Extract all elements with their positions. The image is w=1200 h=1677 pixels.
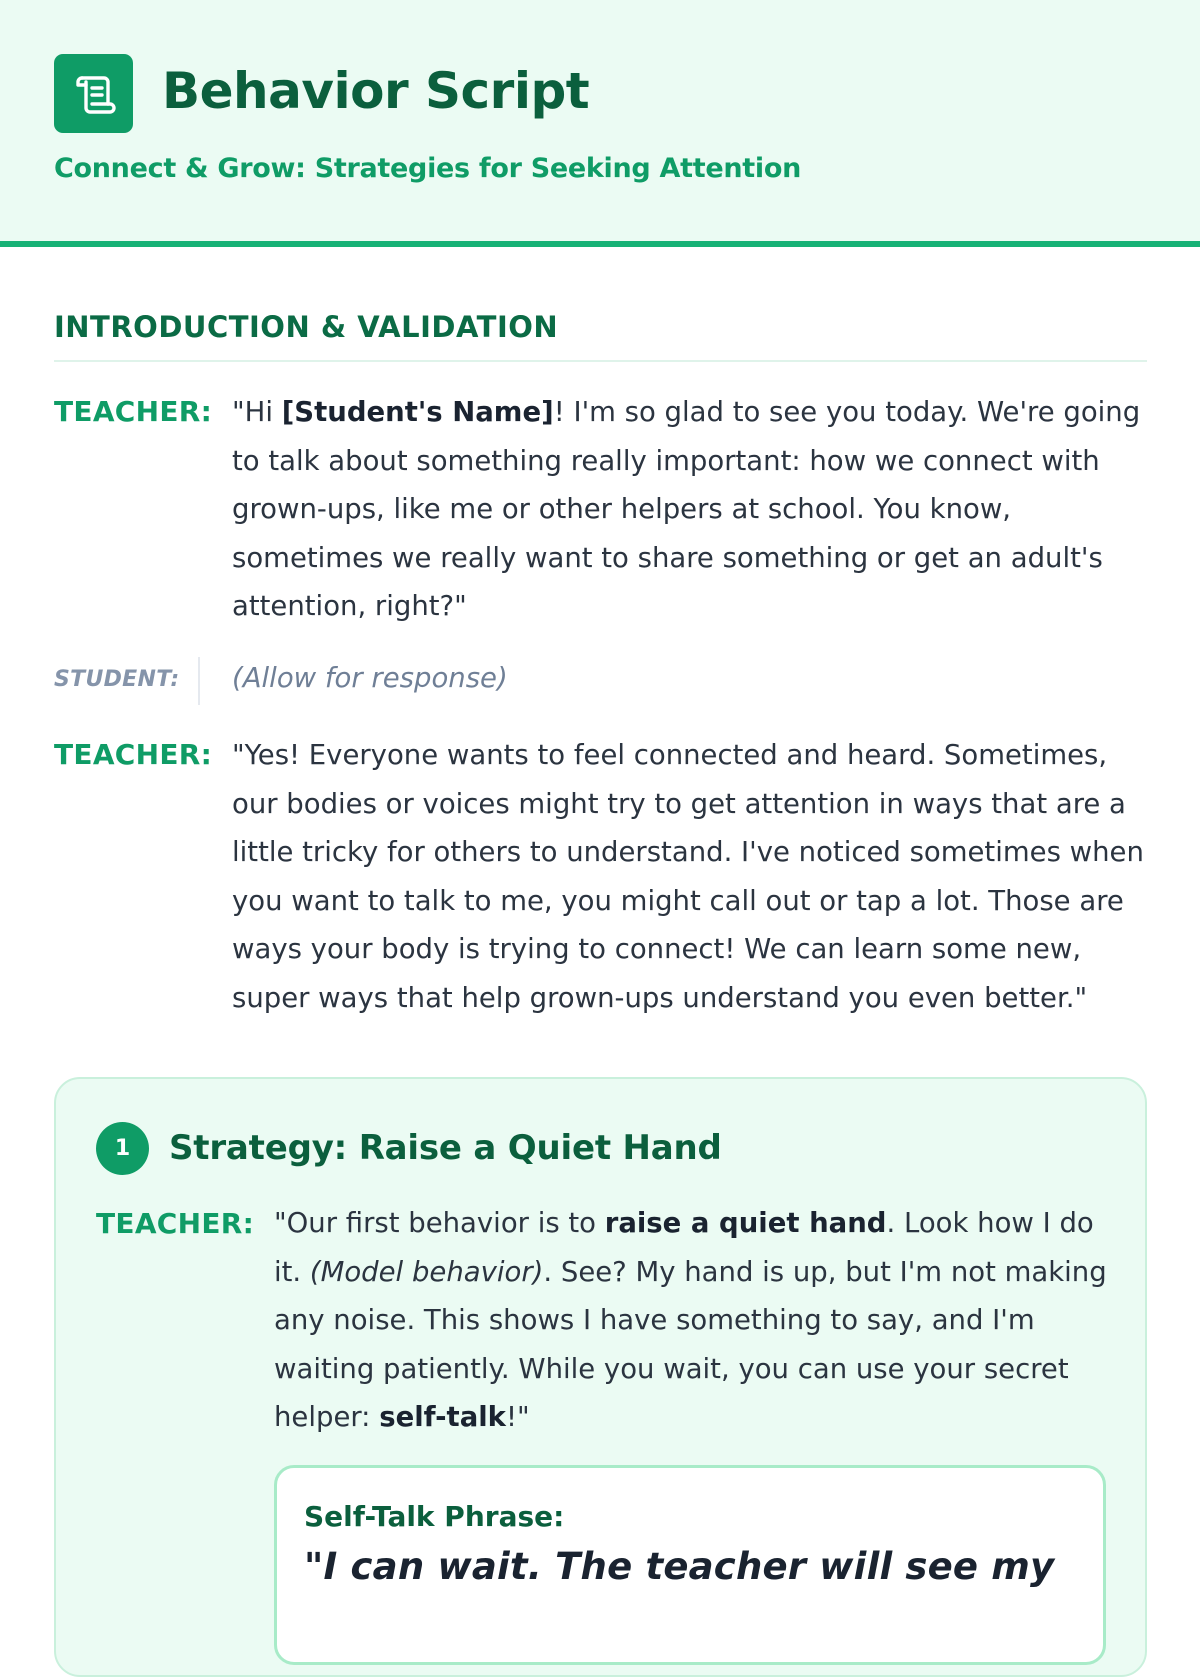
stage-direction: (Model behavior)	[309, 1255, 544, 1288]
student-name-placeholder: [Student's Name]	[281, 396, 554, 428]
teacher-line-validation: "Yes! Everyone wants to feel connected and heard. Sometimes, our bodies or voices might try to get attention in ways that are a little tricky for others to understand. I've noticed sometimes when you want to talk to me, you might call out or tap a lot. Those are ways your body is trying to connect! We can learn some new, super ways that help grown-ups understand you even better."	[232, 739, 1144, 1014]
strategy-title: Strategy: Raise a Quiet Hand	[169, 1128, 722, 1168]
self-talk-phrase: "I can wait. The teacher will see my	[304, 1545, 1055, 1588]
speech-text: ! I'm so glad to see you today. We're going to talk about something really important: how we connect with grown-ups, like me or other helpers at school. You know, sometimes we really want to share something or get an adult's attention, right?"	[232, 396, 1141, 622]
teacher-line-intro	[232, 388, 1152, 631]
student-divider	[198, 657, 200, 705]
emphasis-behavior: raise a quiet hand	[604, 1207, 887, 1239]
header	[0, 0, 1200, 247]
speech-text: . See? My hand is up, but I'm not making any noise. This shows I have something to say, and I'm waiting patiently. While you wait, you can use your secret helper:	[274, 1255, 1107, 1433]
student-response: (Allow for response)	[232, 662, 508, 694]
scroll-icon	[54, 54, 133, 133]
speaker-label-teacher: TEACHER:	[54, 395, 213, 428]
teacher-line-strategy	[274, 1199, 1124, 1442]
speaker-label-teacher: TEACHER:	[54, 738, 213, 771]
self-talk-label: Self-Talk Phrase:	[304, 1500, 565, 1533]
emphasis-self-talk: self-talk	[379, 1401, 506, 1433]
section-heading-introduction: INTRODUCTION & VALIDATION	[54, 310, 559, 344]
speech-text: "Hi	[232, 396, 282, 428]
speaker-label-teacher: TEACHER:	[96, 1207, 255, 1240]
step-number-badge: 1	[96, 1122, 149, 1175]
page-subtitle: Connect & Grow: Strategies for Seeking Attention	[54, 153, 802, 184]
page-title: Behavior Script	[162, 62, 590, 120]
section-divider	[54, 360, 1147, 362]
speech-text: . Look how I do it.	[274, 1207, 1094, 1288]
speech-text: !"	[505, 1401, 530, 1433]
speech-text: "Our first behavior is to	[274, 1207, 605, 1239]
speaker-label-student: STUDENT:	[54, 667, 180, 692]
